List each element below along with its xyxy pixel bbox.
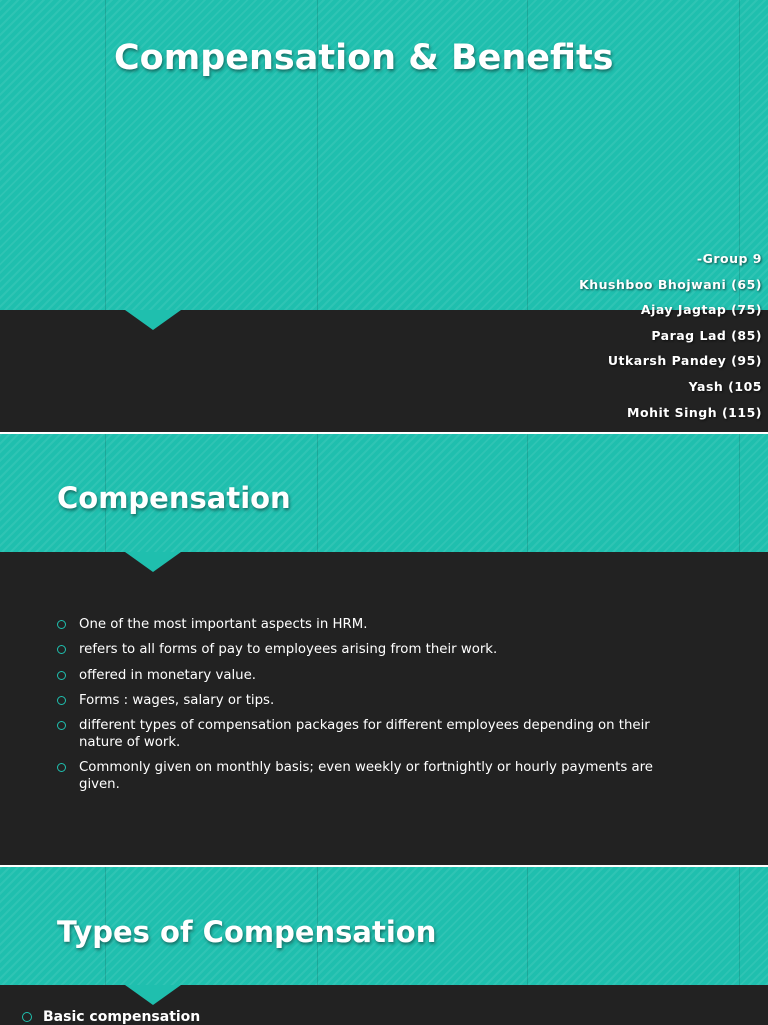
compensation-title: Compensation	[57, 481, 291, 515]
credit-member: Khushboo Bhojwani (65)	[579, 276, 762, 292]
credit-member: Utkarsh Pandey (95)	[607, 353, 762, 369]
bullet-text: offered in monetary value.	[79, 667, 257, 683]
types-title: Types of Compensation	[57, 915, 437, 949]
list-item	[56, 616, 696, 633]
header-notch	[125, 985, 181, 1005]
grid-line	[527, 867, 528, 985]
grid-line	[739, 867, 740, 985]
credit-group: -Group 9	[696, 251, 762, 266]
list-item	[56, 759, 696, 793]
list-item	[56, 667, 696, 684]
slide-title-text: Compensation & Benefits	[114, 38, 614, 78]
credit-member: Mohit Singh (115)	[627, 404, 762, 420]
circle-bullet-icon	[57, 645, 66, 654]
bullet-text: Forms : wages, salary or tips.	[79, 692, 275, 708]
circle-bullet-icon	[57, 696, 66, 705]
slide-title	[0, 0, 768, 432]
list-item	[56, 692, 696, 709]
slide-types-of-compensation	[0, 867, 768, 1024]
group-credits	[579, 250, 762, 429]
bullet-text: different types of compensation packages for different employees depending on their nature of work.	[79, 718, 650, 751]
grid-line	[527, 434, 528, 552]
header-notch	[125, 310, 181, 330]
credit-member: Ajay Jagtap (75)	[640, 302, 762, 318]
list-item	[56, 717, 696, 751]
list-item	[56, 641, 696, 658]
circle-bullet-icon	[22, 1012, 32, 1022]
circle-bullet-icon	[57, 763, 66, 772]
circle-bullet-icon	[57, 721, 66, 730]
list-item	[22, 1009, 200, 1025]
grid-line	[317, 434, 318, 552]
credit-member: Yash (105	[688, 378, 762, 394]
bullet-text: refers to all forms of pay to employees arising from their work.	[79, 642, 498, 658]
credit-member: Parag Lad (85)	[651, 327, 762, 343]
bullet-text: Basic compensation	[43, 1009, 201, 1025]
bullet-text: One of the most important aspects in HRM.	[79, 617, 368, 632]
circle-bullet-icon	[57, 620, 66, 629]
grid-line	[739, 434, 740, 552]
grid-line	[105, 0, 106, 310]
bullet-text: Commonly given on monthly basis; even weekly or fortnightly or hourly payments are given.	[79, 760, 653, 793]
circle-bullet-icon	[57, 671, 66, 680]
compensation-bullet-list	[56, 616, 696, 802]
header-notch	[125, 552, 181, 572]
